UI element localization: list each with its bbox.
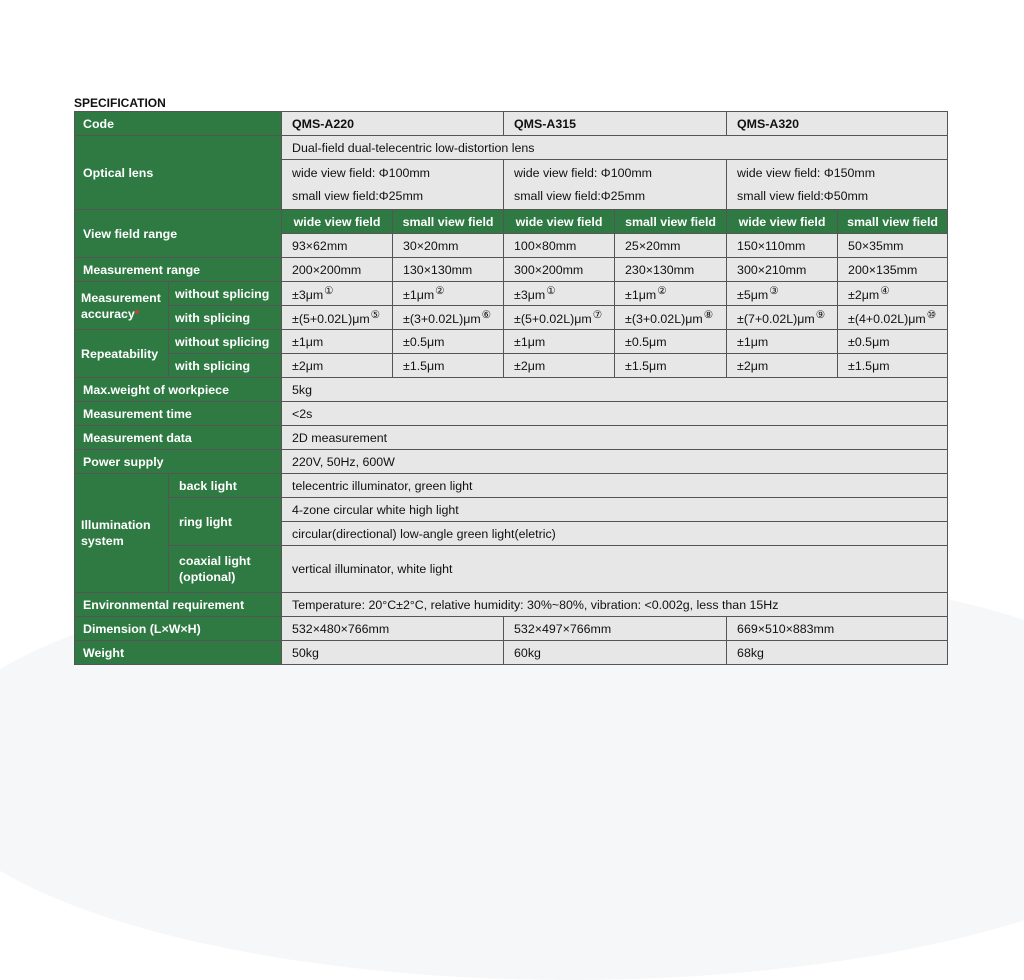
wide-view-field-text: wide view field: Φ100mm [292,165,430,180]
measurement-range-value: 230×130mm [615,258,727,282]
row-dimension [75,617,948,641]
measurement-range-value: 300×210mm [727,258,838,282]
accuracy-value [727,282,838,306]
model-code: QMS-A220 [282,112,504,136]
row-measurement-range [75,258,948,282]
accuracy-value [282,282,393,306]
coaxial-light-value: vertical illuminator, white light [282,546,948,593]
weight-value: 68kg [727,641,948,665]
page-title: SPECIFICATION [74,96,166,110]
accuracy-number: ±1μm [625,288,657,303]
wide-view-field-text: wide view field: Φ100mm [514,165,653,180]
repeatability-value: ±1.5μm [838,354,948,378]
footnote-number: ⑤ [370,308,381,321]
accuracy-value [504,306,615,330]
accuracy-number: ±3μm [514,288,546,303]
footnote-number: ② [657,284,667,297]
accuracy-value [504,282,615,306]
accuracy-number: ±3μm [292,288,324,303]
footnote-number: ⑥ [481,308,492,321]
wide-view-field-text: wide view field: Φ150mm [737,165,876,180]
footnote-number: ② [435,284,445,297]
accuracy-value [838,282,948,306]
illumination-line1: Illumination [81,518,151,532]
repeatability-value: ±1.5μm [615,354,727,378]
measurement-time-value: <2s [282,402,948,426]
code-label: Code [75,112,282,136]
footnote-number: ⑨ [815,308,826,321]
power-supply-value: 220V, 50Hz, 600W [282,450,948,474]
measurement-data-label: Measurement data [75,426,282,450]
row-illumination-ring [75,498,948,522]
view-field-value: 150×110mm [727,234,838,258]
max-weight-label: Max.weight of workpiece [75,378,282,402]
row-accuracy-with [75,306,948,330]
ring-light-value: 4-zone circular white high light [282,498,948,522]
coaxial-light-label [169,546,282,593]
view-field-range-label: View field range [75,210,282,258]
measurement-range-label: Measurement range [75,258,282,282]
accuracy-number: ±(5+0.02L)μm [292,312,370,327]
dimension-label: Dimension (L×W×H) [75,617,282,641]
optical-lens-model [282,160,504,210]
accuracy-value [838,306,948,330]
accuracy-value [393,306,504,330]
dimension-value: 532×480×766mm [282,617,504,641]
row-weight [75,641,948,665]
measurement-range-value: 200×200mm [282,258,393,282]
dimension-value: 669×510×883mm [727,617,948,641]
repeatability-value: ±0.5μm [615,330,727,354]
view-field-value: 25×20mm [615,234,727,258]
accuracy-value [615,282,727,306]
illumination-label [75,474,169,593]
optical-lens-model [504,160,727,210]
power-supply-label: Power supply [75,450,282,474]
repeatability-value: ±1.5μm [393,354,504,378]
ring-light-value: circular(directional) low-angle green light(eletric) [282,522,948,546]
repeatability-value: ±2μm [727,354,838,378]
small-view-field-text: small view field:Φ50mm [737,188,869,203]
row-optical-lens [75,136,948,160]
repeatability-value: ±2μm [282,354,393,378]
measurement-data-value: 2D measurement [282,426,948,450]
optical-lens-label: Optical lens [75,136,282,210]
row-repeatability-without [75,330,948,354]
ring-light-label: ring light [169,498,282,546]
repeatability-value: ±1μm [282,330,393,354]
dimension-value: 532×497×766mm [504,617,727,641]
without-splicing-label: without splicing [169,330,282,354]
repeatability-label: Repeatability [75,330,169,378]
footnote-number: ⑦ [592,308,603,321]
accuracy-number: ±2μm [848,288,880,303]
model-code: QMS-A315 [504,112,727,136]
max-weight-value: 5kg [282,378,948,402]
measurement-range-value: 130×130mm [393,258,504,282]
without-splicing-label: without splicing [169,282,282,306]
accuracy-value [282,306,393,330]
subhead-wide-view-field: wide view field [727,210,838,234]
subhead-small-view-field: small view field [838,210,948,234]
accuracy-value [615,306,727,330]
row-measurement-data [75,426,948,450]
accuracy-number: ±1μm [403,288,435,303]
accuracy-number: ±(3+0.02L)μm [403,312,481,327]
repeatability-value: ±0.5μm [393,330,504,354]
accuracy-value [727,306,838,330]
weight-value: 60kg [504,641,727,665]
back-light-label: back light [169,474,282,498]
subhead-small-view-field: small view field [615,210,727,234]
footnote-number: ① [546,284,556,297]
footnote-number: ③ [769,284,779,297]
row-repeatability-with [75,354,948,378]
subhead-wide-view-field: wide view field [504,210,615,234]
measurement-accuracy-line1: Measurement [81,290,161,305]
illumination-line2: system [81,534,124,548]
coaxial-line2: (optional) [179,570,236,584]
repeatability-value: ±0.5μm [838,330,948,354]
measurement-time-label: Measurement time [75,402,282,426]
row-accuracy-without [75,282,948,306]
small-view-field-text: small view field:Φ25mm [292,188,424,203]
weight-value: 50kg [282,641,504,665]
optical-lens-shared: Dual-field dual-telecentric low-distortion lens [282,136,948,160]
accuracy-number: ±5μm [737,288,769,303]
row-code [75,112,948,136]
view-field-value: 100×80mm [504,234,615,258]
back-light-value: telecentric illuminator, green light [282,474,948,498]
view-field-value: 50×35mm [838,234,948,258]
repeatability-value: ±1μm [727,330,838,354]
row-illumination-back [75,474,948,498]
accuracy-number: ±(4+0.02L)μm [848,312,926,327]
measurement-accuracy-label [75,282,169,330]
view-field-value: 93×62mm [282,234,393,258]
specification-table [74,111,948,665]
footnote-number: ⑧ [703,308,714,321]
row-measurement-time [75,402,948,426]
footnote-number: ⑩ [926,308,937,321]
row-view-field-subheads [75,210,948,234]
optical-lens-model [727,160,948,210]
model-code: QMS-A320 [727,112,948,136]
measurement-range-value: 200×135mm [838,258,948,282]
row-illumination-coaxial [75,546,948,593]
accuracy-number: ±(3+0.02L)μm [625,312,703,327]
row-max-weight [75,378,948,402]
asterisk-marker: * [134,306,140,321]
accuracy-value [393,282,504,306]
view-field-value: 30×20mm [393,234,504,258]
row-power-supply [75,450,948,474]
subhead-wide-view-field: wide view field [282,210,393,234]
with-splicing-label: with splicing [169,306,282,330]
measurement-range-value: 300×200mm [504,258,615,282]
coaxial-line1: coaxial light [179,554,251,568]
environmental-value: Temperature: 20°C±2°C, relative humidity: 30%~80%, vibration: <0.002g, less than 15Hz [282,593,948,617]
weight-label: Weight [75,641,282,665]
small-view-field-text: small view field:Φ25mm [514,188,646,203]
footnote-number: ④ [880,284,890,297]
subhead-small-view-field: small view field [393,210,504,234]
measurement-accuracy-line2: accuracy [81,306,135,321]
accuracy-number: ±(5+0.02L)μm [514,312,592,327]
environmental-label: Environmental requirement [75,593,282,617]
footnote-number: ① [324,284,334,297]
repeatability-value: ±1μm [504,330,615,354]
accuracy-number: ±(7+0.02L)μm [737,312,815,327]
with-splicing-label: with splicing [169,354,282,378]
row-environmental [75,593,948,617]
repeatability-value: ±2μm [504,354,615,378]
